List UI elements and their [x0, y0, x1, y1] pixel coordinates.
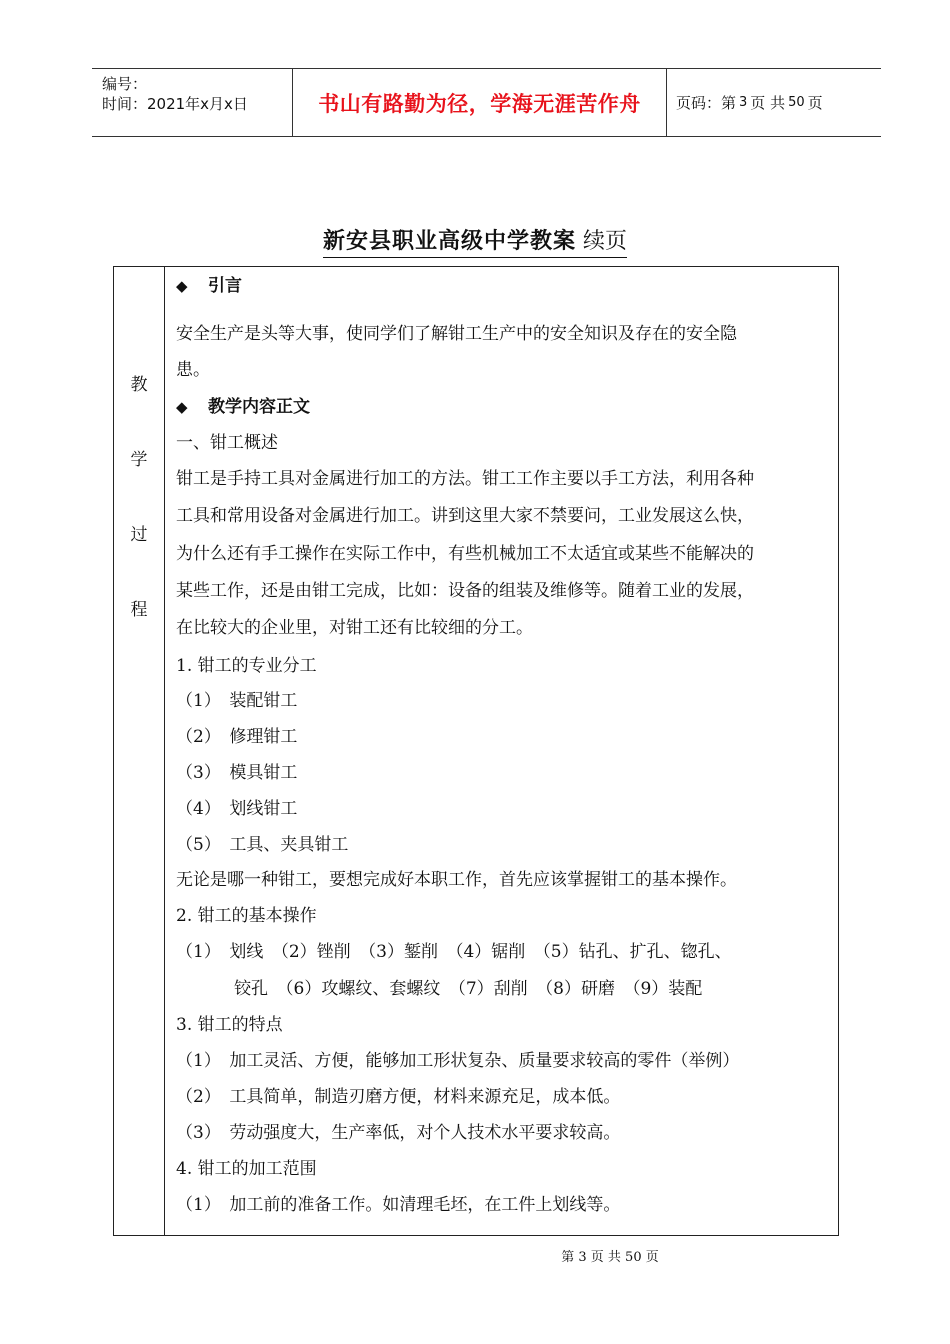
paragraph-line: 为什么还有手工操作在实际工作中，有些机械加工不太适宜或某些不能解决的: [176, 544, 754, 564]
body-heading: 教学内容正文: [208, 397, 310, 417]
list-item: （2） 修理钳工: [176, 727, 298, 747]
list-line: 铰孔 （6）攻螺纹、套螺纹 （7）刮削 （8）研磨 （9）装配: [234, 979, 703, 999]
time-label: 时间：2021年x月x日: [102, 95, 248, 113]
footer-page-number: 第 3 页 共 50 页: [561, 1250, 659, 1265]
subsection-heading: 3. 钳工的特点: [176, 1015, 283, 1035]
paragraph-line: 钳工是手持工具对金属进行加工的方法。钳工工作主要以手工方法，利用各种: [176, 469, 754, 489]
list-item: （1） 加工灵活、方便，能够加工形状复杂、质量要求较高的零件（举例）: [176, 1051, 740, 1071]
list-item: （3） 模具钳工: [176, 763, 298, 783]
page-label: 页码：第: [676, 94, 737, 112]
intro-heading: 引言: [208, 276, 242, 296]
subsection-heading: 1. 钳工的专业分工: [176, 656, 317, 676]
intro-text-1: 安全生产是头等大事，使同学们了解钳工生产中的安全知识及存在的安全隐: [176, 324, 737, 344]
list-item: （4） 划线钳工: [176, 799, 298, 819]
side-char: 教: [130, 375, 148, 395]
paragraph-line: 在比较大的企业里，对钳工还有比较细的分工。: [176, 618, 533, 638]
header-motto: [292, 69, 667, 136]
page-title: [0, 224, 950, 258]
list-line: （1） 划线 （2）锉削 （3）錾削 （4）锯削 （5）钻孔、扩孔、锪孔、: [176, 942, 732, 962]
section-heading: 一、钳工概述: [176, 433, 278, 453]
motto-text: 书山有路勤为径，学海无涯苦作舟: [318, 91, 641, 116]
intro-heading-line: [176, 271, 242, 296]
body-heading-line: [176, 392, 310, 417]
subsection-heading: 4. 钳工的加工范围: [176, 1159, 317, 1179]
list-item: （5） 工具、夹具钳工: [176, 835, 349, 855]
list-item: （2） 工具简单，制造刃磨方便，材料来源充足，成本低。: [176, 1087, 621, 1107]
page-total: 50: [788, 95, 805, 110]
paragraph-line: 工具和常用设备对金属进行加工。讲到这里大家不禁要问，工业发展这么快，: [176, 506, 754, 526]
page-current: 3: [739, 95, 748, 110]
diamond-bullet-icon: ◆: [176, 277, 188, 295]
list-item: （1） 装配钳工: [176, 691, 298, 711]
lesson-table: [113, 266, 839, 1236]
header-page-number: [666, 69, 881, 136]
page-footer: [0, 1246, 950, 1265]
page-header: [92, 68, 881, 137]
diamond-bullet-icon: ◆: [176, 398, 188, 416]
side-char: 过: [130, 525, 148, 545]
column-divider: [164, 267, 165, 1235]
page-mid: 页 共: [750, 94, 786, 112]
header-meta: [92, 69, 292, 136]
paragraph-line: 某些工作，还是由钳工完成，比如：设备的组装及维修等。随着工业的发展，: [176, 581, 754, 601]
list-item: （3） 劳动强度大，生产率低，对个人技术水平要求较高。: [176, 1123, 621, 1143]
list-item: （1） 加工前的准备工作。如清理毛坯，在工件上划线等。: [176, 1195, 621, 1215]
subsection-heading: 2. 钳工的基本操作: [176, 906, 317, 926]
side-char: 学: [130, 450, 148, 470]
page-end: 页: [807, 94, 823, 112]
side-char: 程: [130, 600, 148, 620]
paragraph-line: 无论是哪一种钳工，要想完成好本职工作，首先应该掌握钳工的基本操作。: [176, 870, 737, 890]
side-label: [114, 267, 164, 1235]
title-suffix: 续页: [583, 229, 628, 254]
intro-text-2: 患。: [176, 360, 210, 380]
title-main: 新安县职业高级中学教案: [322, 228, 576, 254]
number-label: 编号：: [102, 75, 148, 93]
